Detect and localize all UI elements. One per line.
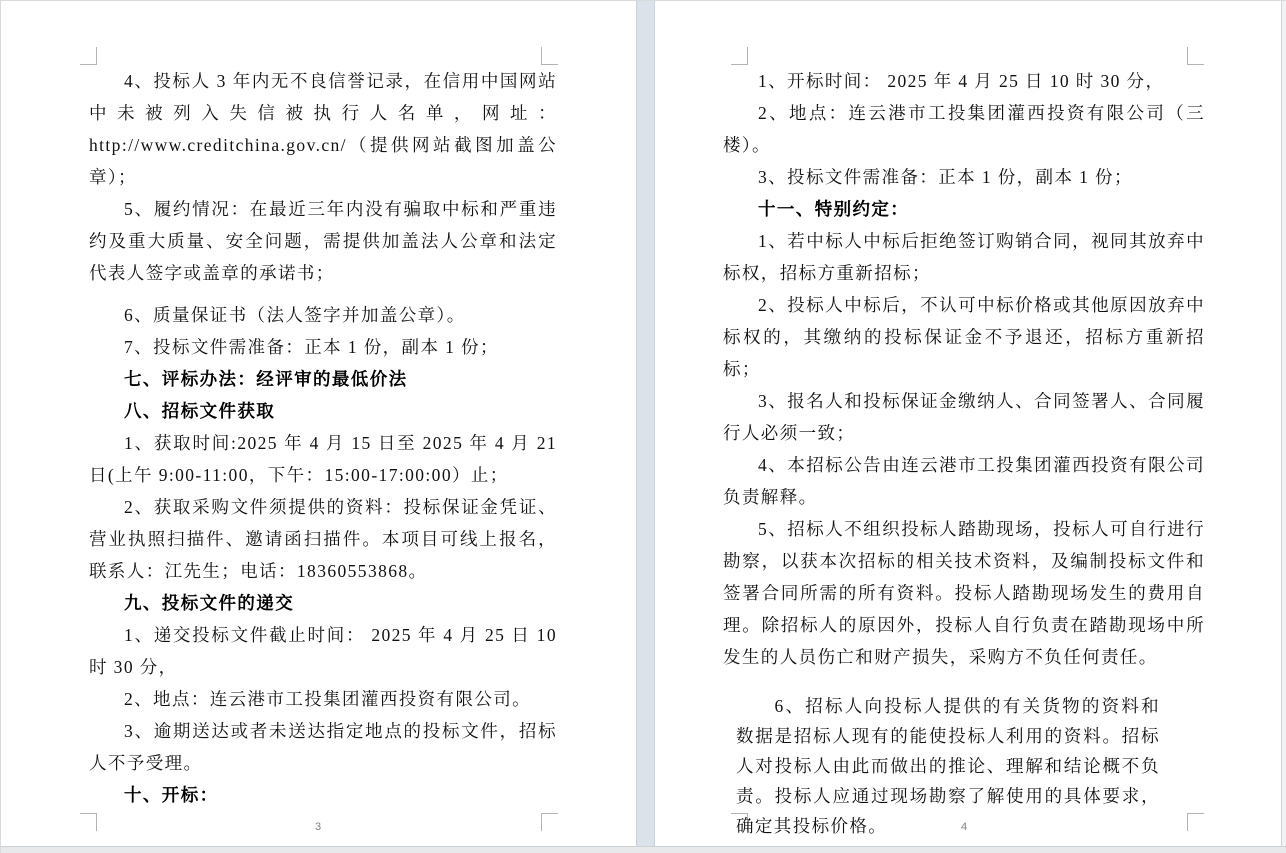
paragraph[interactable]: 2、地点：连云港市工投集团灌西投资有限公司。 (124, 689, 532, 709)
crop-mark-left-page-top-left (80, 47, 97, 65)
paragraph[interactable]: 7、投标文件需准备：正本 1 份，副本 1 份； (124, 337, 499, 357)
page-4-text-body (723, 65, 1205, 841)
paragraph[interactable]: 6、质量保证书（法人签字并加盖公章）。 (124, 305, 466, 325)
paragraph[interactable]: 4、本招标公告由连云港市工投集团灌西投资有限公司负责解释。 (723, 455, 1205, 507)
paragraph[interactable]: 3、投标文件需准备：正本 1 份，副本 1 份； (758, 167, 1133, 187)
section-heading[interactable]: 八、招标文件获取 (124, 401, 276, 421)
paragraph[interactable]: 5、招标人不组织投标人踏勘现场，投标人可自行进行勘察，以获本次招标的相关技术资料，及编制投标文件和签署合同所需的所有资料。投标人踏勘现场发生的费用自理。除招标人的原因外，投标人自行负责在踏勘现场中所发生的人员伤亡和财产损失，采购方不负任何责任。 (723, 519, 1205, 667)
crop-mark-right-page-top-left (731, 47, 748, 65)
paragraph[interactable]: 5、履约情况：在最近三年内没有骗取中标和严重违约及重大质量、安全问题，需提供加盖法人公章和法定代表人签字或盖章的承诺书； (89, 199, 557, 283)
page-gap-divider (636, 1, 655, 847)
section-heading[interactable]: 十一、特别约定： (758, 199, 910, 219)
paragraph[interactable]: 6、招标人向投标人提供的有关货物的资料和数据是招标人现有的能使投标人利用的资料。招标人对投标人由此而做出的推论、理解和结论概不负责。投标人应通过现场勘察了解使用的具体要求，确定其投标价格。 (736, 696, 1160, 836)
paragraph[interactable]: 1、递交投标文件截止时间： 2025 年 4 月 25 日 10 时 30 分， (89, 625, 557, 677)
paragraph[interactable]: 2、地点：连云港市工投集团灌西投资有限公司（三楼）。 (723, 103, 1205, 155)
paragraph[interactable]: 2、获取采购文件须提供的资料：投标保证金凭证、营业执照扫描件、邀请函扫描件。本项目可线上报名，联系人：江先生；电话：18360553868。 (89, 497, 557, 581)
page-number-4: 4 (961, 821, 968, 833)
paragraph[interactable]: 1、开标时间： 2025 年 4 月 25 日 10 时 30 分， (758, 71, 1165, 91)
viewport-bottom-edge (1, 846, 1286, 853)
crop-mark-right-page-top-right (1187, 47, 1204, 65)
crop-mark-left-page-bottom-right (541, 813, 558, 831)
paragraph[interactable]: 1、获取时间:2025 年 4 月 15 日至 2025 年 4 月 21 日(上午 9:00-11:00，下午：15:00-17:00:00）止； (89, 433, 557, 485)
paragraph[interactable]: 3、报名人和投标保证金缴纳人、合同签署人、合同履行人必须一致； (723, 391, 1205, 443)
section-heading[interactable]: 九、投标文件的递交 (124, 593, 295, 613)
paragraph[interactable]: 4、投标人 3 年内无不良信誉记录，在信用中国网站中未被列入失信被执行人名单，网址：http://www.creditchina.gov.cn/（提供网站截图加盖公章）； (89, 71, 557, 187)
paragraph[interactable]: 3、逾期送达或者未送达指定地点的投标文件，招标人不予受理。 (89, 721, 557, 773)
crop-mark-left-page-top-right (541, 47, 558, 65)
viewport-right-edge (1281, 1, 1286, 847)
paragraph[interactable]: 1、若中标人中标后拒绝签订购销合同，视同其放弃中标权，招标方重新招标； (723, 231, 1205, 283)
page-3-text-body (89, 65, 557, 811)
page-number-3: 3 (315, 821, 322, 833)
section-heading[interactable]: 十、开标： (124, 785, 219, 805)
paragraph[interactable]: 2、投标人中标后，不认可中标价格或其他原因放弃中标权的，其缴纳的投标保证金不予退还，招标方重新招标； (723, 295, 1205, 379)
crop-mark-left-page-bottom-left (80, 813, 97, 831)
section-heading[interactable]: 七、评标办法：经评审的最低价法 (124, 369, 408, 389)
